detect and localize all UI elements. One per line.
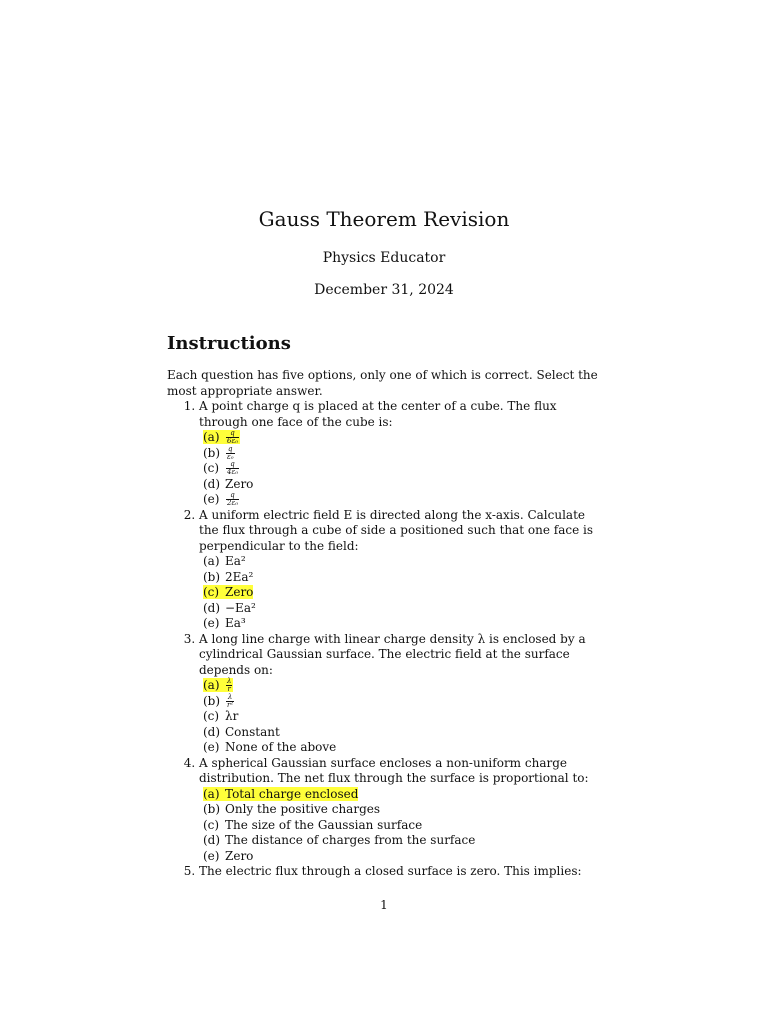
option-item (203, 694, 603, 710)
option-label: (d) (203, 600, 221, 615)
fraction-denominator: ε₀ (227, 452, 234, 461)
option-content (203, 616, 246, 630)
option-item (203, 740, 603, 756)
option-item (203, 849, 603, 865)
option-content (203, 601, 256, 615)
option-label: (b) (203, 802, 221, 816)
option-label: (a) (203, 678, 220, 692)
option-content (203, 570, 253, 584)
fraction-numerator: q (226, 492, 239, 500)
option-text: Zero (225, 476, 254, 491)
option-label: (d) (203, 476, 221, 491)
fraction-numerator: q (226, 430, 239, 438)
option-item (203, 601, 603, 617)
option-label: (d) (203, 833, 221, 847)
option-text: Ea³ (225, 616, 246, 630)
option-label: (b) (203, 693, 221, 708)
option-text: λr (225, 709, 239, 723)
question-text: A point charge q is placed at the center of a cube. The flux through one face of the cube is: (199, 399, 557, 429)
highlighted-answer (203, 585, 253, 599)
option-fraction (226, 694, 234, 709)
option-text: Total charge enclosed (225, 786, 359, 801)
highlighted-answer (203, 678, 233, 692)
fraction-denominator: r² (227, 700, 234, 709)
option-content (203, 477, 253, 491)
fraction-numerator: λ (227, 677, 232, 685)
option-label: (a) (203, 430, 220, 444)
option-text: Zero (225, 585, 254, 599)
question-list (167, 399, 603, 880)
option-content (203, 833, 475, 847)
option-fraction (226, 446, 235, 461)
option-content (203, 740, 336, 754)
page-number: 1 (380, 898, 388, 912)
option-content (203, 725, 280, 739)
option-label: (c) (203, 461, 220, 475)
option-label: (c) (203, 709, 220, 723)
question-item (199, 399, 603, 508)
option-label: (e) (203, 616, 220, 630)
option-label: (a) (203, 786, 220, 801)
option-text: Ea² (225, 554, 246, 568)
fraction-denominator: r (227, 685, 231, 693)
option-item (203, 709, 603, 725)
option-label: (b) (203, 445, 221, 460)
option-item (203, 554, 603, 570)
document-date: December 31, 2024 (314, 282, 454, 298)
option-content (203, 802, 380, 816)
option-text: Zero (225, 848, 254, 863)
option-content (203, 492, 240, 506)
fraction-numerator: q (226, 446, 235, 454)
instructions-text: Each question has five options, only one of which is correct. Select the most appropriate answer. (167, 368, 598, 398)
option-content (203, 446, 236, 460)
option-list (199, 787, 603, 865)
option-fraction (226, 678, 232, 693)
option-label: (b) (203, 569, 221, 584)
option-list (199, 430, 603, 508)
question-item (199, 632, 603, 756)
highlighted-answer (203, 430, 240, 444)
option-item (203, 678, 603, 694)
option-fraction (226, 461, 239, 476)
fraction-numerator: q (226, 461, 239, 469)
option-text: None of the above (225, 740, 337, 754)
fraction-denominator: 4ε₀ (227, 468, 239, 476)
option-item (203, 802, 603, 818)
option-item (203, 833, 603, 849)
option-text: The size of the Gaussian surface (225, 817, 423, 832)
option-content (203, 849, 253, 863)
option-item (203, 585, 603, 601)
question-item (199, 864, 603, 880)
question-text: A long line charge with linear charge density λ is enclosed by a cylindrical Gaussian surface. The electric field at the surface depends on: (199, 631, 586, 677)
option-label: (e) (203, 740, 220, 754)
option-fraction (226, 430, 239, 445)
option-list (199, 678, 603, 756)
document-title: Gauss Theorem Revision (258, 207, 510, 231)
question-text: The electric flux through a closed surface is zero. This implies: (199, 864, 582, 878)
option-text: Only the positive charges (225, 802, 381, 816)
option-text: The distance of charges from the surface (225, 833, 476, 847)
option-content (203, 461, 240, 475)
document-author: Physics Educator (322, 250, 446, 266)
option-item (203, 787, 603, 803)
option-content (203, 554, 246, 568)
option-content (203, 709, 238, 723)
option-item (203, 725, 603, 741)
option-item (203, 477, 603, 493)
fraction-denominator: 2ε₀ (227, 499, 239, 507)
option-text: −Ea² (225, 600, 256, 615)
option-item (203, 492, 603, 508)
option-text: Constant (225, 724, 280, 739)
option-item (203, 461, 603, 477)
option-label: (e) (203, 492, 220, 506)
option-list (199, 554, 603, 632)
fraction-numerator: λ (227, 692, 233, 701)
option-label: (a) (203, 554, 220, 568)
option-text: 2Ea² (225, 569, 254, 584)
option-item (203, 818, 603, 834)
option-item (203, 430, 603, 446)
option-content (203, 818, 422, 832)
fraction-denominator: 6ε₀ (227, 437, 239, 445)
option-item (203, 570, 603, 586)
option-label: (e) (203, 848, 220, 863)
question-item (199, 508, 603, 632)
highlighted-answer (203, 787, 358, 801)
option-label: (d) (203, 724, 221, 739)
question-item (199, 756, 603, 865)
question-text: A spherical Gaussian surface encloses a non-uniform charge distribution. The net flux through the surface is proportional to: (199, 755, 589, 785)
option-item (203, 446, 603, 462)
section-heading: Instructions (167, 333, 291, 354)
option-label: (c) (203, 817, 220, 832)
option-content (203, 694, 235, 708)
option-fraction (226, 492, 239, 507)
question-text: A uniform electric field E is directed along the x-axis. Calculate the flux through a cube of side a positioned such that one face is perpendicular to the field: (199, 507, 594, 553)
option-item (203, 616, 603, 632)
option-label: (c) (203, 585, 220, 599)
